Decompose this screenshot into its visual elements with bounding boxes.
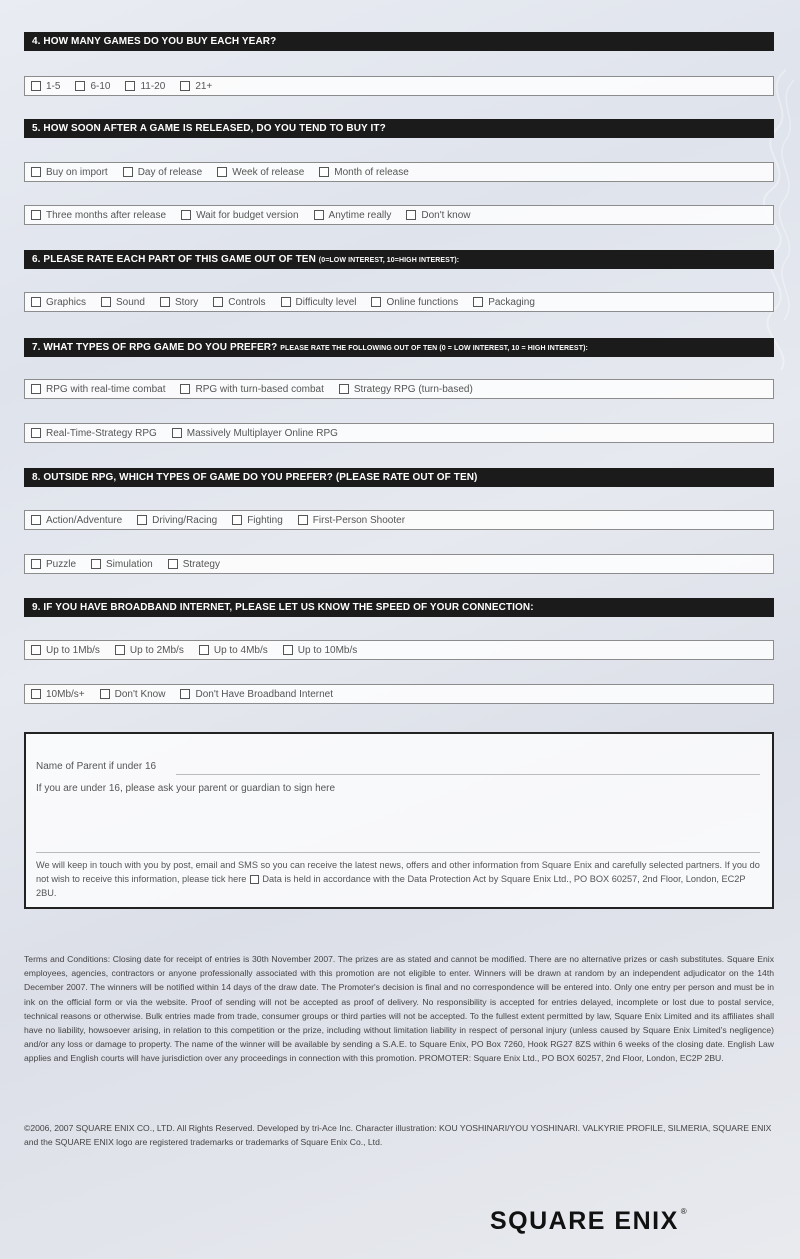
checkbox[interactable] [283, 645, 293, 655]
checkbox[interactable] [31, 559, 41, 569]
q4-options-row-1 [24, 76, 774, 96]
q7-option-strategy-rpg[interactable]: Strategy RPG (turn-based) [339, 384, 473, 395]
checkbox[interactable] [213, 297, 223, 307]
parent-consent-box [24, 732, 774, 909]
checkbox[interactable] [473, 297, 483, 307]
q9-options-row-2 [24, 684, 774, 704]
checkbox[interactable] [31, 384, 41, 394]
q8-heading: 8. OUTSIDE RPG, WHICH TYPES OF GAME DO YOU PREFER? (PLEASE RATE OUT OF TEN) [24, 468, 774, 487]
q8-option-driving-racing[interactable]: Driving/Racing [137, 515, 217, 526]
q9-heading: 9. IF YOU HAVE BROADBAND INTERNET, PLEASE LET US KNOW THE SPEED OF YOUR CONNECTION: [24, 598, 774, 617]
checkbox[interactable] [172, 428, 182, 438]
checkbox[interactable] [31, 297, 41, 307]
q9-option-no-broadband[interactable]: Don't Have Broadband Internet [180, 689, 333, 700]
q8-options-row-2 [24, 554, 774, 574]
q5-option-budget-version[interactable]: Wait for budget version [181, 210, 298, 221]
q8-option-action-adventure[interactable]: Action/Adventure [31, 515, 122, 526]
q5-heading: 5. HOW SOON AFTER A GAME IS RELEASED, DO YOU TEND TO BUY IT? [24, 119, 774, 138]
parent-name-field[interactable] [176, 774, 760, 775]
q6-options-row-1 [24, 292, 774, 312]
checkbox[interactable] [180, 384, 190, 394]
q9-option-dont-know[interactable]: Don't Know [100, 689, 166, 700]
q5-option-three-months[interactable]: Three months after release [31, 210, 166, 221]
checkbox[interactable] [123, 167, 133, 177]
q6-option-online[interactable]: Online functions [371, 297, 458, 308]
checkbox[interactable] [75, 81, 85, 91]
q6-option-story[interactable]: Story [160, 297, 198, 308]
q5-option-month-of-release[interactable]: Month of release [319, 167, 409, 178]
q5-option-week-of-release[interactable]: Week of release [217, 167, 304, 178]
q5-option-day-of-release[interactable]: Day of release [123, 167, 202, 178]
checkbox[interactable] [298, 515, 308, 525]
q4-option-1-5[interactable]: 1-5 [31, 81, 60, 92]
checkbox[interactable] [199, 645, 209, 655]
q8-option-fighting[interactable]: Fighting [232, 515, 283, 526]
checkbox[interactable] [406, 210, 416, 220]
checkbox[interactable] [371, 297, 381, 307]
q8-option-fps[interactable]: First-Person Shooter [298, 515, 405, 526]
q4-option-11-20[interactable]: 11-20 [125, 81, 165, 92]
q6-option-graphics[interactable]: Graphics [31, 297, 86, 308]
checkbox[interactable] [181, 210, 191, 220]
checkbox[interactable] [314, 210, 324, 220]
checkbox[interactable] [31, 515, 41, 525]
q6-heading: 6. PLEASE RATE EACH PART OF THIS GAME OUT OF TEN (0=LOW INTEREST, 10=HIGH INTEREST): [24, 250, 774, 269]
q7-option-real-time[interactable]: RPG with real-time combat [31, 384, 165, 395]
q9-options-row-1 [24, 640, 774, 660]
copyright-notice: ©2006, 2007 SQUARE ENIX CO., LTD. All Rights Reserved. Developed by tri-Ace Inc. Character illustration: KOU YOSHINARI/YOU YOSHINARI. VALKYRIE PROFILE, SILMERIA, SQUARE ENIX and the SQUARE ENIX logo are registered trademarks or trademarks of Square Enix Co., Ltd. [24, 1123, 772, 1148]
q7-options-row-1 [24, 379, 774, 399]
checkbox[interactable] [31, 167, 41, 177]
q6-option-sound[interactable]: Sound [101, 297, 145, 308]
q5-option-anytime[interactable]: Anytime really [314, 210, 392, 221]
checkbox[interactable] [232, 515, 242, 525]
q7-option-rts-rpg[interactable]: Real-Time-Strategy RPG [31, 428, 157, 439]
checkbox[interactable] [339, 384, 349, 394]
q4-option-21-plus[interactable]: 21+ [180, 81, 212, 92]
q5-options-row-1 [24, 162, 774, 182]
q4-heading: 4. HOW MANY GAMES DO YOU BUY EACH YEAR? [24, 32, 774, 51]
privacy-notice: We will keep in touch with you by post, email and SMS so you can receive the latest news, offers and other information from Square Enix and carefully selected partners. If you do not wish to receive this information, please tick here Data is held in accordance with the Data Protection Act by Square Enix Ltd., PO BOX 60257, 2nd Floor, London, EC2P 2BU. [36, 860, 760, 898]
checkbox[interactable] [31, 645, 41, 655]
q9-option-2mb[interactable]: Up to 2Mb/s [115, 645, 184, 656]
checkbox[interactable] [101, 297, 111, 307]
checkbox[interactable] [160, 297, 170, 307]
q7-options-row-2 [24, 423, 774, 443]
checkbox[interactable] [31, 210, 41, 220]
parent-signature-label: If you are under 16, please ask your parent or guardian to sign here [36, 783, 336, 794]
q5-options-row-2 [24, 205, 774, 225]
q9-option-10mb[interactable]: Up to 10Mb/s [283, 645, 357, 656]
checkbox[interactable] [100, 689, 110, 699]
terms-and-conditions: Terms and Conditions: Closing date for receipt of entries is 30th November 2007. The prizes are as stated and cannot be modified. There are no alternative prizes or cash substitutes. Square Enix employees, agencies, contractors or anyone professionally associated with this promotion are not eligible to enter. Winners will be drawn at random by an independent adjudicator on the 14th December 2007. The winners will be notified within 14 days of the draw date. The Promoter's decision is final and no correspondence will be entered into. Only one entry per person and must be in ink on the official form or via the website. Proof of sending will not be accepted as proof of delivery. No responsibility is accepted for entries delayed, incomplete or lost due to postal service, technical reasons or otherwise. Bulk entries made from trade, consumer groups or third parties will not be accepted. To the fullest extent permitted by law, Square Enix Limited and its affiliates shall have no liability, howsoever arising, in relation to this competition or the prize, including without limitation liability in respect of personal injury (unless caused by Square Enix Limited's negligence) and/or any loss or damage to property. The name of the winner will be available by sending a S.A.E. to Square Enix, PO Box 7260, Hook RG27 8ZS within 6 weeks of the closing date. English Law applies and English courts will have jurisdiction over any proceedings in connection with this promotion. PROMOTER: Square Enix Ltd., PO BOX 60257, 2nd Floor, London, EC2P 2BU. [24, 954, 774, 1064]
q6-option-controls[interactable]: Controls [213, 297, 265, 308]
q6-option-difficulty[interactable]: Difficulty level [281, 297, 357, 308]
checkbox[interactable] [180, 689, 190, 699]
q8-option-strategy[interactable]: Strategy [168, 559, 220, 570]
q4-option-6-10[interactable]: 6-10 [75, 81, 110, 92]
checkbox[interactable] [168, 559, 178, 569]
opt-out-checkbox[interactable] [250, 875, 259, 884]
q5-option-dont-know[interactable]: Don't know [406, 210, 470, 221]
q8-option-simulation[interactable]: Simulation [91, 559, 153, 570]
q9-option-1mb[interactable]: Up to 1Mb/s [31, 645, 100, 656]
q5-option-buy-on-import[interactable]: Buy on import [31, 167, 108, 178]
checkbox[interactable] [31, 81, 41, 91]
square-enix-logo: SQUARE ENIX ® [490, 1207, 689, 1235]
checkbox[interactable] [281, 297, 291, 307]
q7-option-turn-based[interactable]: RPG with turn-based combat [180, 384, 323, 395]
q8-option-puzzle[interactable]: Puzzle [31, 559, 76, 570]
checkbox[interactable] [31, 428, 41, 438]
q9-option-4mb[interactable]: Up to 4Mb/s [199, 645, 268, 656]
q9-option-10mb-plus[interactable]: 10Mb/s+ [31, 689, 85, 700]
q7-option-mmorpg[interactable]: Massively Multiplayer Online RPG [172, 428, 338, 439]
checkbox[interactable] [217, 167, 227, 177]
checkbox[interactable] [137, 515, 147, 525]
checkbox[interactable] [180, 81, 190, 91]
checkbox[interactable] [91, 559, 101, 569]
q8-options-row-1 [24, 510, 774, 530]
parent-signature-field[interactable] [36, 852, 760, 853]
checkbox[interactable] [319, 167, 329, 177]
parent-name-label: Name of Parent if under 16 [36, 761, 157, 772]
checkbox[interactable] [125, 81, 135, 91]
q6-option-packaging[interactable]: Packaging [473, 297, 535, 308]
q7-heading: 7. WHAT TYPES OF RPG GAME DO YOU PREFER? PLEASE RATE THE FOLLOWING OUT OF TEN (0 = LOW INTEREST, 10 = HIGH INTEREST): [24, 338, 774, 357]
checkbox[interactable] [115, 645, 125, 655]
checkbox[interactable] [31, 689, 41, 699]
